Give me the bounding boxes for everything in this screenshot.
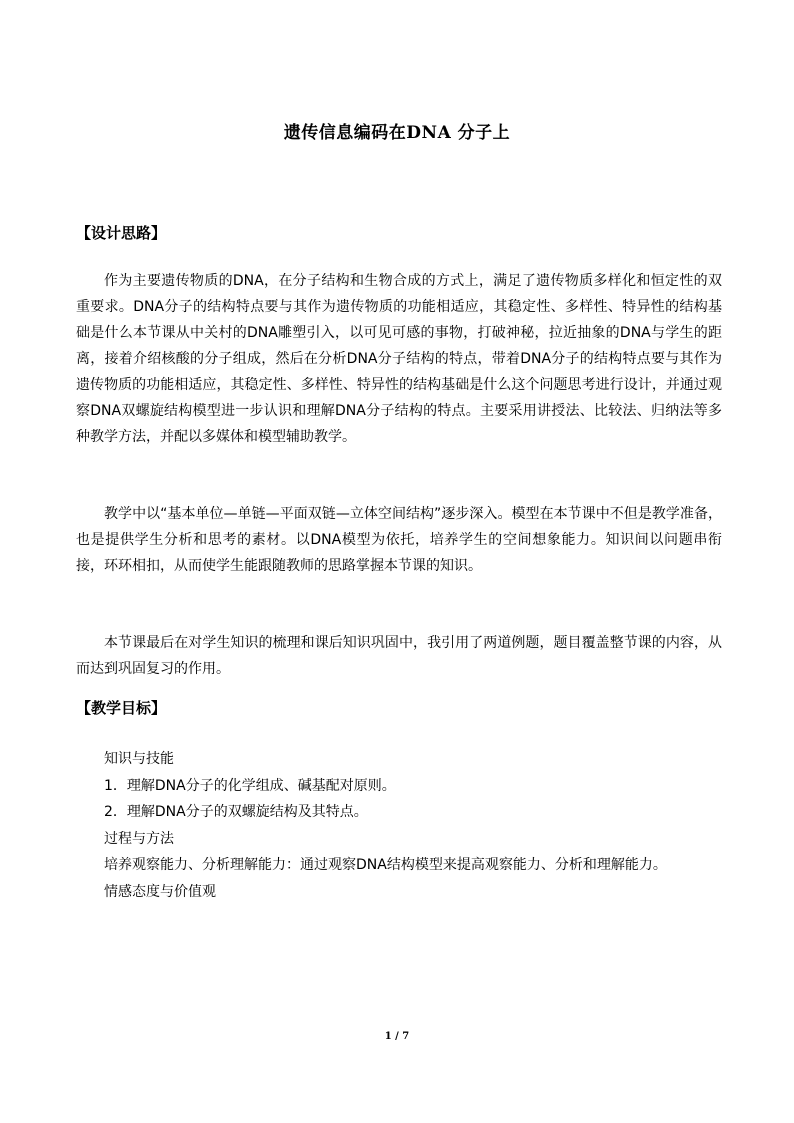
- section-heading-design-thinking: 【设计思路】: [76, 224, 167, 242]
- design-thinking-paragraph-3: 本节课最后在对学生知识的梳理和课后知识巩固中，我引用了两道例题，题目覆盖整节课的内容，从而达到巩固复习的作用。: [76, 635, 722, 677]
- page-number: 1 / 7: [384, 1031, 410, 1042]
- goal-category-knowledge-skills: 知识与技能: [104, 751, 174, 767]
- goal-category-emotion-values: 情感态度与价值观: [104, 883, 216, 900]
- goal-item: 培养观察能力、分析理解能力：通过观察DNA结构模型来提高观察能力、分析和理解能力。: [104, 857, 667, 873]
- design-thinking-paragraph-2: 教学中以“基本单位—单链—平面双链—立体空间结构”逐步深入。模型在本节课中不但是教学准备，也是提供学生分析和思考的素材。以DNA模型为依托，培养学生的空间想象能力。知识间以问题串衔接，环环相扣，从而使学生能跟随教师的思路掌握本节课的知识。: [76, 506, 722, 574]
- goal-item: 2．理解DNA分子的双螺旋结构及其特点。: [104, 804, 368, 820]
- document-title: 遗传信息编码在DNA 分子上: [283, 123, 511, 143]
- section-heading-teaching-goals: 【教学目标】: [76, 699, 167, 717]
- goal-category-process-methods: 过程与方法: [104, 830, 174, 847]
- goal-item: 1．理解DNA分子的化学组成、碱基配对原则。: [104, 777, 396, 794]
- teaching-goals-list: [76, 746, 722, 905]
- design-thinking-paragraph-1: 作为主要遗传物质的DNA，在分子结构和生物合成的方式上，满足了遗传物质多样化和恒定性的双重要求。DNA分子的结构特点要与其作为遗传物质的功能相适应，其稳定性、多样性、特异性的结构基础是什么本节课从中关村的DNA雕塑引入，以可见可感的事物，打破神秘，拉近抽象的DNA与学生的距离，接着介绍核酸的分子组成，然后在分析DNA分子结构的特点，带着DNA分子的结构特点要与其作为遗传物质的功能相适应，其稳定性、多样性、特异性的结构基础是什么这个问题思考进行设计，并通过观察DNA双螺旋结构模型进一步认识和理解DNA分子结构的特点。主要采用讲授法、比较法、归纳法等多种教学方法，并配以多媒体和模型辅助教学。: [76, 273, 722, 445]
